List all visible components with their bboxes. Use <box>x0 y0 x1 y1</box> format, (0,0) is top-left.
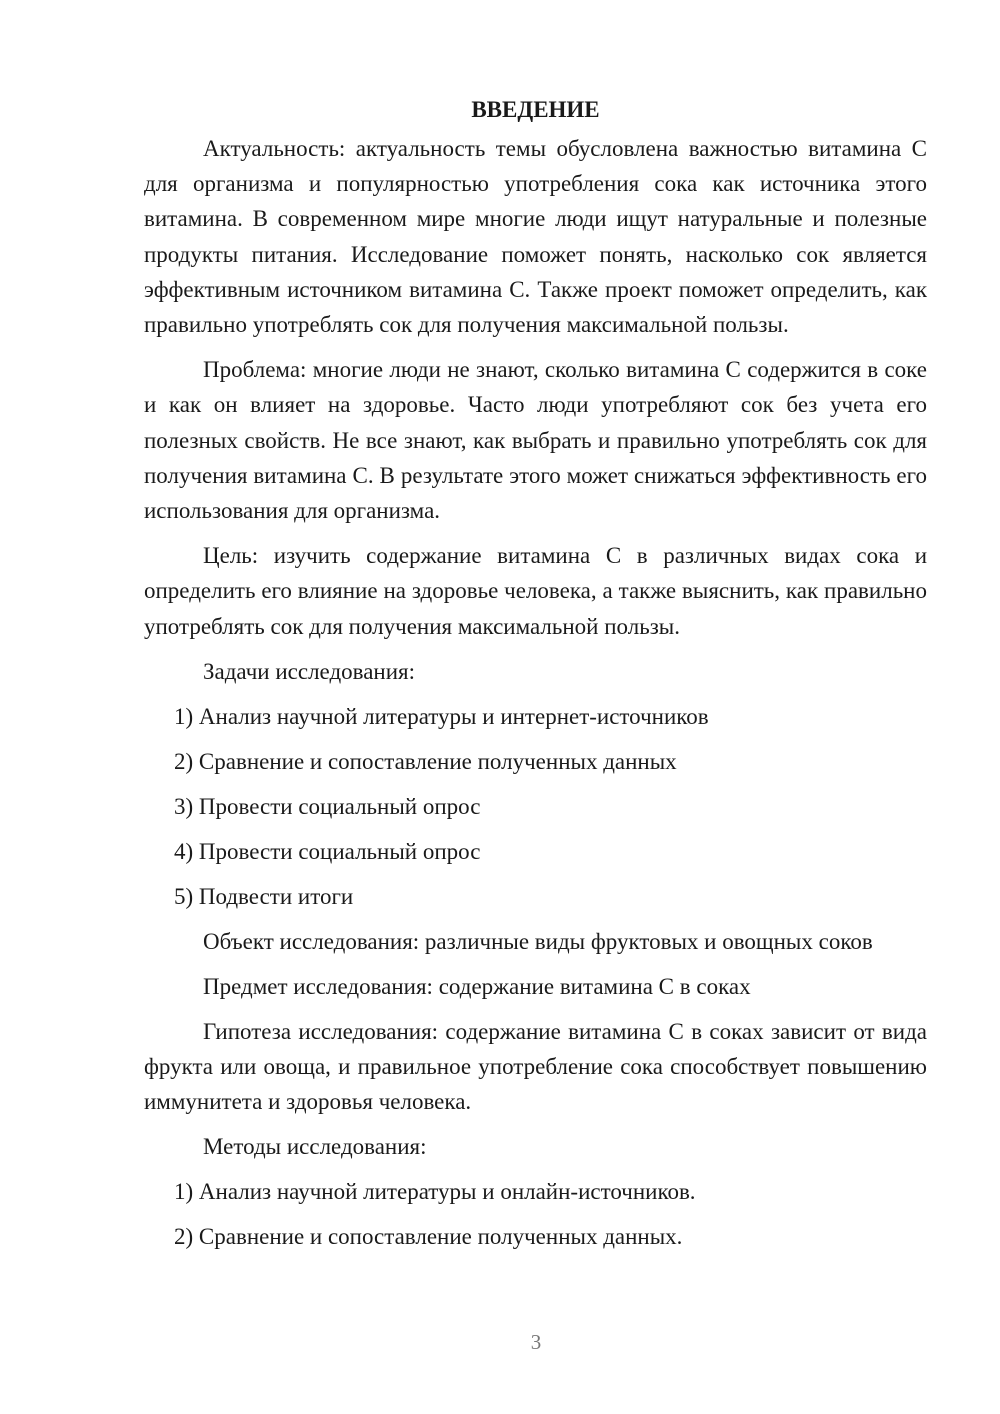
goal-paragraph: Цель: изучить содержание витамина С в различных видах сока и определить его влияние на здоровье человека, а также выяснить, как правильно употреблять сок для получения максимальной пользы. <box>144 543 927 639</box>
method-item: 2) Сравнение и сопоставление полученных данных. <box>174 1224 683 1250</box>
hypothesis-paragraph: Гипотеза исследования: содержание витамина С в соках зависит от вида фрукта или овоща, и правильное употребление сока способствует повышению иммунитета и здоровья человека. <box>144 1018 927 1115</box>
relevance-paragraph: Актуальность: актуальность темы обусловлена важностью витамина С для организма и популярностью употребления сока как источника этого витамина. В современном мире многие люди ищут натуральные и полезные продукты питания. Исследование поможет понять, насколько сок является эффективным источником витамина С. Также проект поможет определить, как правильно употреблять сок для получения максимальной пользы. <box>144 136 927 338</box>
document-page <box>144 92 927 1264</box>
research-object: Объект исследования: различные виды фруктовых и овощных соков <box>203 928 873 954</box>
methods-heading: Методы исследования: <box>203 1134 427 1160</box>
research-subject: Предмет исследования: содержание витамина С в соках <box>203 973 751 999</box>
task-item: 3) Провести социальный опрос <box>174 793 481 819</box>
task-item: 1) Анализ научной литературы и интернет-источников <box>174 703 709 729</box>
page-title: ВВЕДЕНИЕ <box>471 97 600 122</box>
task-item: 5) Подвести итоги <box>174 883 354 909</box>
problem-paragraph: Проблема: многие люди не знают, сколько витамина С содержится в соке и как он влияет на здоровье. Часто люди употребляют сок без учета его полезных свойств. Не все знают, как выбрать и правильно употреблять сок для получения витамина С. В результате этого может снижаться эффективность его использования для организма. <box>144 357 927 524</box>
task-item: 4) Провести социальный опрос <box>174 838 481 864</box>
tasks-heading: Задачи исследования: <box>203 658 416 684</box>
page-number: 3 <box>530 1330 542 1354</box>
task-item: 2) Сравнение и сопоставление полученных данных <box>174 748 677 774</box>
method-item: 1) Анализ научной литературы и онлайн-источников. <box>174 1179 696 1205</box>
